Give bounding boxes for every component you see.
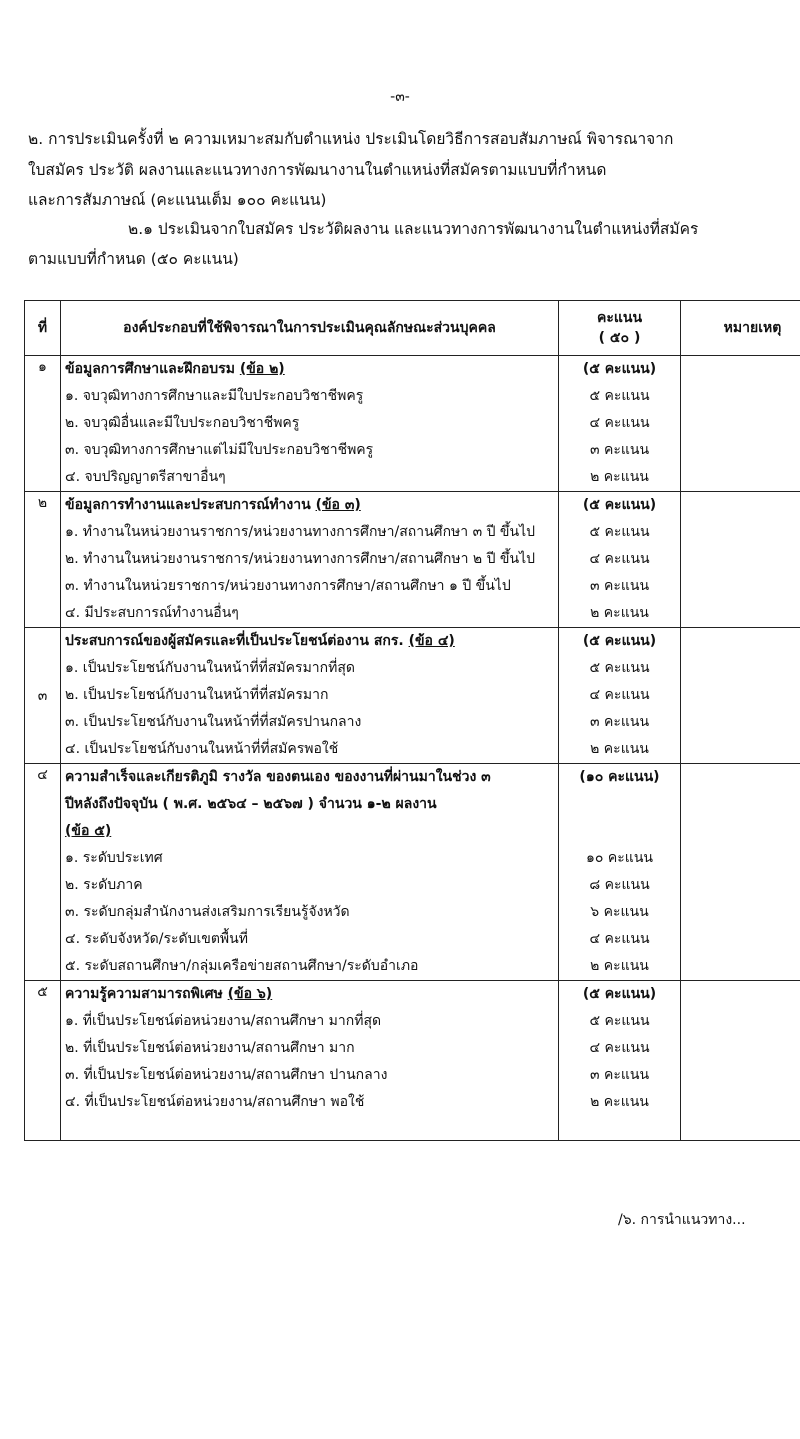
item-score: ๓ คะแนน: [589, 442, 650, 458]
row-note: [681, 356, 800, 492]
row-number: ๕: [25, 981, 61, 1141]
list-item: ๒. ทำงานในหน่วยงานราชการ/หน่วยงานทางการศึกษา/สถานศึกษา ๒ ปี ขึ้นไป: [65, 551, 536, 567]
list-item: ๓. ระดับกลุ่มสำนักงานส่งเสริมการเรียนรู้จังหวัด: [65, 904, 350, 920]
row-criteria: [61, 981, 559, 1141]
list-item: ๓. ทำงานในหน่วยราชการ/หน่วยงานทางการศึกษา/สถานศึกษา ๑ ปี ขึ้นไป: [65, 578, 511, 594]
item-score: ๑๐ คะแนน: [586, 850, 653, 866]
list-item: ๓. เป็นประโยชน์กับงานในหน้าที่ที่สมัครปานกลาง: [65, 714, 362, 730]
list-item: ๒. จบวุฒิอื่นและมีใบประกอบวิชาชีพครู: [65, 415, 300, 431]
item-score: ๒ คะแนน: [590, 605, 649, 621]
group-total: (๕ คะแนน): [582, 633, 657, 649]
table-row: [25, 764, 800, 981]
item-score: ๒ คะแนน: [590, 1094, 649, 1110]
list-item: ๓. ที่เป็นประโยชน์ต่อหน่วยงาน/สถานศึกษา ปานกลาง: [65, 1067, 388, 1083]
group-title: ความรู้ความสามารถพิเศษ (ข้อ ๖): [65, 986, 273, 1002]
list-item: ๒. เป็นประโยชน์กับงานในหน้าที่ที่สมัครมาก: [65, 687, 329, 703]
row-note: [681, 492, 800, 628]
item-score: ๒ คะแนน: [590, 469, 649, 485]
row-number: ๓: [25, 628, 61, 764]
group-title-line-1: ความสำเร็จและเกียรติภูมิ รางวัล ของตนเอง ของงานที่ผ่านมาในช่วง ๓: [65, 769, 491, 785]
section-2-heading-line-3: และการสัมภาษณ์ (คะแนนเต็ม ๑๐๐ คะแนน): [28, 191, 327, 209]
header-note: หมายเหตุ: [681, 301, 800, 356]
spacer: [559, 791, 680, 818]
group-title: ข้อมูลการทำงานและประสบการณ์ทำงาน (ข้อ ๓): [65, 497, 361, 513]
row-note: [681, 628, 800, 764]
continuation-note: /๖. การนำแนวทาง...: [618, 1212, 746, 1228]
row-number: ๔: [25, 764, 61, 981]
table-row: [25, 492, 800, 628]
list-item: ๔. เป็นประโยชน์กับงานในหน้าที่ที่สมัครพอใช้: [65, 741, 339, 757]
item-score: ๔ คะแนน: [589, 931, 650, 947]
list-item: ๒. ที่เป็นประโยชน์ต่อหน่วยงาน/สถานศึกษา มาก: [65, 1040, 355, 1056]
item-score: ๕ คะแนน: [589, 388, 650, 404]
row-note: [681, 981, 800, 1141]
item-score: ๓ คะแนน: [589, 1067, 650, 1083]
subsection-2-1-line-1: ๒.๑ ประเมินจากใบสมัคร ประวัติผลงาน และแนวทางการพัฒนางานในตำแหน่งที่สมัคร: [128, 220, 699, 238]
subsection-2-1-line-2: ตามแบบที่กำหนด (๕๐ คะแนน): [28, 250, 239, 268]
row-number: ๒: [25, 492, 61, 628]
list-item: ๔. ที่เป็นประโยชน์ต่อหน่วยงาน/สถานศึกษา พอใช้: [65, 1094, 365, 1110]
list-item: ๑. ที่เป็นประโยชน์ต่อหน่วยงาน/สถานศึกษา มากที่สุด: [65, 1013, 382, 1029]
row-score: [559, 981, 681, 1141]
item-score: ๔ คะแนน: [589, 1040, 650, 1056]
row-criteria: [61, 764, 559, 981]
header-item: องค์ประกอบที่ใช้พิจารณาในการประเมินคุณลักษณะส่วนบุคคล: [61, 301, 559, 356]
section-2-heading-line-1: ๒. การประเมินครั้งที่ ๒ ความเหมาะสมกับตำแหน่ง ประเมินโดยวิธีการสอบสัมภาษณ์ พิจารณาจาก: [28, 130, 674, 148]
list-item: ๒. ระดับภาค: [65, 877, 143, 893]
criteria-table: [24, 300, 800, 1141]
row-score: [559, 492, 681, 628]
item-score: ๓ คะแนน: [589, 714, 650, 730]
item-score: ๔ คะแนน: [589, 687, 650, 703]
list-item: ๑. ระดับประเทศ: [65, 850, 163, 866]
row-criteria: [61, 628, 559, 764]
item-score: ๒ คะแนน: [590, 741, 649, 757]
header-score: [559, 301, 681, 356]
list-item: ๑. เป็นประโยชน์กับงานในหน้าที่ที่สมัครมากที่สุด: [65, 660, 355, 676]
item-score: ๘ คะแนน: [589, 877, 650, 893]
item-score: ๒ คะแนน: [590, 958, 649, 974]
item-score: ๖ คะแนน: [590, 904, 649, 920]
spacer: [559, 818, 680, 845]
group-total: (๕ คะแนน): [582, 361, 657, 377]
row-number: ๑: [25, 356, 61, 492]
group-total: (๕ คะแนน): [582, 497, 657, 513]
item-score: ๕ คะแนน: [589, 1013, 650, 1029]
group-total: (๑๐ คะแนน): [579, 769, 660, 785]
item-score: ๔ คะแนน: [589, 551, 650, 567]
row-criteria: [61, 356, 559, 492]
table-row: [25, 628, 800, 764]
row-score: [559, 764, 681, 981]
group-title-line-2: ปีหลังถึงปัจจุบัน ( พ.ศ. ๒๕๖๔ – ๒๕๖๗ ) จำนวน ๑-๒ ผลงาน: [65, 796, 437, 812]
item-score: ๕ คะแนน: [589, 524, 650, 540]
group-title: ข้อมูลการศึกษาและฝึกอบรม (ข้อ ๒): [65, 361, 285, 377]
item-score: ๔ คะแนน: [589, 415, 650, 431]
list-item: ๓. จบวุฒิทางการศึกษาแต่ไม่มีใบประกอบวิชาชีพครู: [65, 442, 374, 458]
group-title: ประสบการณ์ของผู้สมัครและที่เป็นประโยชน์ต่องาน สกร. (ข้อ ๔): [65, 633, 455, 649]
list-item: ๔. ระดับจังหวัด/ระดับเขตพื้นที่: [65, 931, 248, 947]
page-number: -๓-: [390, 89, 410, 105]
table-row: [25, 981, 800, 1141]
list-item: ๕. ระดับสถานศึกษา/กลุ่มเครือข่ายสถานศึกษา/ระดับอำเภอ: [65, 958, 419, 974]
row-score: [559, 356, 681, 492]
list-item: ๔. จบปริญญาตรีสาขาอื่นๆ: [65, 469, 226, 485]
header-score-label: คะแนน: [596, 310, 643, 326]
row-note: [681, 764, 800, 981]
list-item: ๑. ทำงานในหน่วยงานราชการ/หน่วยงานทางการศึกษา/สถานศึกษา ๓ ปี ขึ้นไป: [65, 524, 536, 540]
group-total: (๕ คะแนน): [582, 986, 657, 1002]
header-no: ที่: [25, 301, 61, 356]
header-score-total: ( ๕๐ ): [598, 330, 641, 346]
section-2-heading-line-2: ใบสมัคร ประวัติ ผลงานและแนวทางการพัฒนางานในตำแหน่งที่สมัครตามแบบที่กำหนด: [28, 161, 607, 179]
list-item: ๔. มีประสบการณ์ทำงานอื่นๆ: [65, 605, 239, 621]
group-ref: (ข้อ ๕): [65, 823, 112, 839]
item-score: ๕ คะแนน: [589, 660, 650, 676]
item-score: ๓ คะแนน: [589, 578, 650, 594]
table-row: [25, 356, 800, 492]
table-header-row: [25, 301, 800, 356]
list-item: ๑. จบวุฒิทางการศึกษาและมีใบประกอบวิชาชีพครู: [65, 388, 364, 404]
row-criteria: [61, 492, 559, 628]
row-score: [559, 628, 681, 764]
